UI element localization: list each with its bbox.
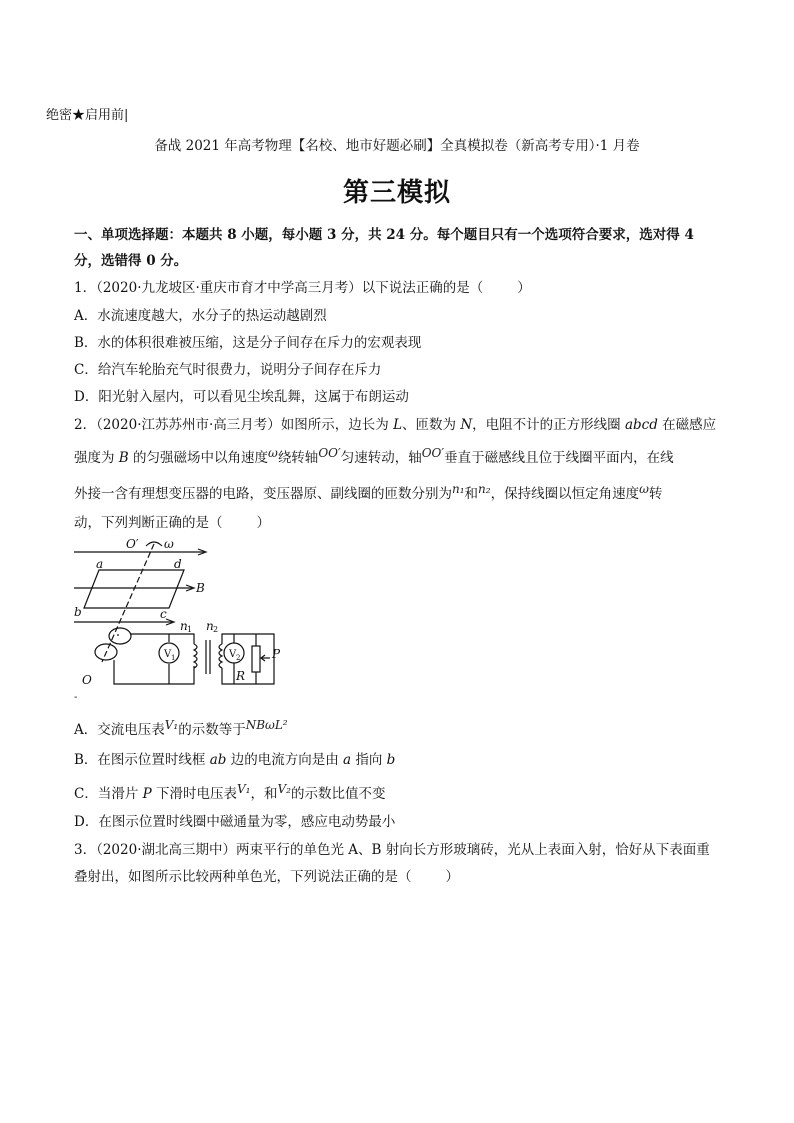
- q1-option-a: A．水流速度越大，水分子的热运动越剧烈: [74, 308, 327, 324]
- q2-line-1: [74, 413, 716, 433]
- q2-text: ）: [256, 515, 270, 531]
- slip-ring: [109, 628, 131, 644]
- q2-option-text: ，和: [250, 786, 278, 802]
- voltmeter-v1-symbol: V₁: [237, 782, 251, 796]
- q2-omega: ω: [639, 482, 649, 496]
- q2-text: ，保持线圈以恒定角速度: [490, 486, 640, 502]
- label-O: O: [82, 673, 92, 687]
- figure-dash: -: [74, 692, 78, 703]
- wire: [114, 660, 194, 684]
- q2-text: 在磁感应: [657, 417, 717, 433]
- q2-var-B: B: [118, 450, 129, 466]
- label-v1-sub: 1: [171, 654, 176, 662]
- label-a: a: [96, 557, 104, 571]
- q2-var-N: N: [460, 417, 473, 433]
- label-omega: ω: [164, 537, 174, 551]
- q2-option-text: 的示数等于: [178, 722, 246, 738]
- q3-line-2: [74, 865, 459, 885]
- q1-option-c: C．给汽车轮胎充气时很费力，说明分子间存在斥力: [74, 362, 382, 378]
- var-P: P: [142, 786, 152, 802]
- label-n1: n: [180, 619, 188, 633]
- q2-option-text: 边的电流方向是由: [226, 752, 344, 768]
- label-n2-sub: 2: [213, 625, 219, 634]
- var-b: b: [386, 752, 396, 768]
- q2-text: 和: [464, 486, 479, 502]
- q2-line-4: [74, 511, 270, 531]
- q2-text: 的匀强磁场中以角速度: [128, 450, 269, 466]
- q2-text: 动，下列判断正确的是（: [74, 515, 223, 531]
- wire: [130, 634, 194, 644]
- label-v2-sub: 2: [236, 654, 241, 662]
- q2-text: 绕转轴: [277, 450, 319, 466]
- label-P: P: [272, 647, 281, 661]
- q2-text: 转: [648, 486, 663, 502]
- primary-coil: [194, 644, 197, 668]
- q2-var-abcd: abcd: [624, 417, 658, 433]
- var-a: a: [343, 752, 352, 768]
- q1-option-d: D．阳光射入屋内，可以看见尘埃乱舞，这属于布朗运动: [74, 389, 409, 405]
- confidential-mark: 绝密★启用前|: [46, 108, 129, 123]
- q2-text: 垂直于磁感线且位于线圈平面内，在线: [444, 450, 674, 466]
- q2-line-2: [74, 446, 674, 466]
- q1-option-b: B．水的体积很难被压缩，这是分子间存在斥力的宏观表现: [74, 335, 422, 351]
- rheostat-R: [252, 646, 260, 672]
- label-o-prime: O′: [126, 537, 139, 551]
- q2-axis: OO′: [318, 446, 341, 460]
- q2-n1: n₁: [452, 482, 465, 496]
- label-n1-sub: 1: [187, 625, 193, 634]
- q3-line-1: 3．（2020·湖北高三期中）两束平行的单色光 A、B 射向长方形玻璃砖，光从上表面入射，恰好从下表面重: [74, 842, 710, 858]
- q1-stem-text: 1．（2020·九龙坡区·重庆市育才中学高三月考）以下说法正确的是（: [74, 280, 484, 296]
- q2-option-text: B．在图示位置时线框: [74, 752, 210, 768]
- page-title: 第三模拟: [342, 178, 451, 208]
- label-R: R: [236, 669, 246, 683]
- q2-omega: ω: [268, 446, 278, 460]
- q1-stem-close: ）: [517, 280, 531, 296]
- q2-option-text: C．当滑片: [74, 786, 143, 802]
- q2-text: 外接一含有理想变压器的电路，变压器原、副线圈的匝数分别为: [74, 486, 452, 502]
- q2-text: 强度为: [74, 450, 119, 466]
- q1-stem: [74, 276, 531, 296]
- label-d: d: [174, 557, 182, 571]
- q2-axis: OO′: [421, 446, 445, 460]
- q3-text: ）: [445, 869, 459, 885]
- q2-option-b: [74, 748, 395, 768]
- q2-text: ，电阻不计的正方形线圈: [472, 417, 625, 433]
- label-v2: V: [229, 649, 237, 660]
- q2-option-text: 下滑时电压表: [151, 786, 238, 802]
- var-ab: ab: [209, 752, 227, 768]
- q2-option-text: A．交流电压表: [74, 722, 165, 738]
- label-c: c: [160, 607, 167, 621]
- q2-text: 匀速转动，轴: [340, 450, 422, 466]
- formula-nbwl2: NBωL²: [245, 718, 288, 732]
- label-v1: V: [164, 649, 172, 660]
- q2-option-text: 的示数比值不变: [290, 786, 386, 802]
- secondary-coil: [219, 644, 222, 668]
- label-b: b: [74, 605, 82, 619]
- q2-var-L: L: [393, 417, 403, 433]
- voltmeter-v1-symbol: V₁: [164, 718, 179, 732]
- q2-text: 2．（2020·江苏苏州市·高三月考）如图所示，边长为: [74, 417, 394, 433]
- exam-subtitle: 备战 2021 年高考物理【名校、地市好题必刷】全真模拟卷（新高考专用）·1 月卷: [154, 138, 640, 154]
- q2-option-c: [74, 782, 385, 802]
- q2-option-a: [74, 718, 288, 738]
- label-B: B: [196, 581, 205, 595]
- q3-text: 叠射出，如图所示比较两种单色光，下列说法正确的是（: [74, 869, 412, 885]
- q2-n2: n₂: [478, 482, 491, 496]
- q2-line-3: [74, 482, 662, 502]
- voltmeter-v2-symbol: V₂: [277, 782, 291, 796]
- q2-option-d: D．在图示位置时线圈中磁通量为零，感应电动势最小: [74, 814, 396, 830]
- label-n2: n: [206, 619, 214, 633]
- rotating-coil-circuit-figure: [74, 534, 284, 692]
- q2-text: 、匝数为: [402, 417, 461, 433]
- q2-option-text: 指向: [351, 752, 387, 768]
- section-heading: 一、单项选择题：本题共 8 小题，每小题 3 分，共 24 分。每个题目只有一个选项符合要求，选对得 4 分，选错得 0 分。: [74, 227, 694, 269]
